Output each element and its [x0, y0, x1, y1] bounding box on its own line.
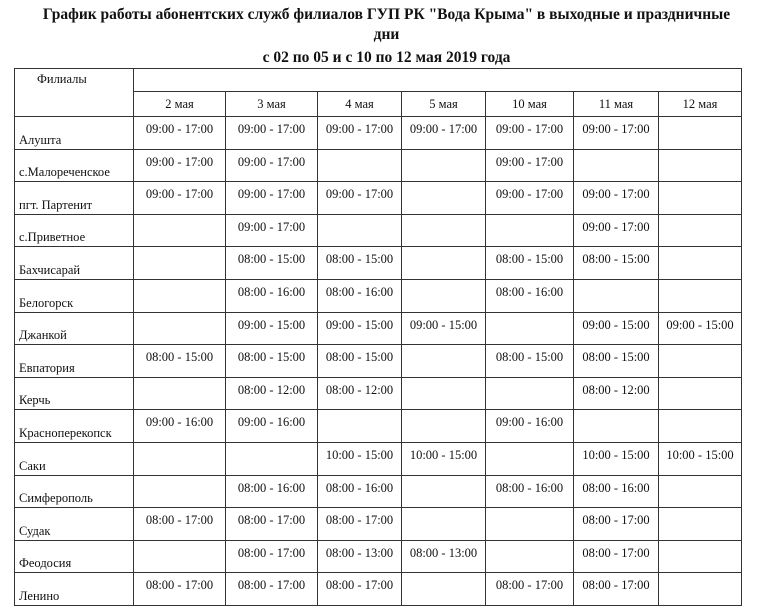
hours-cell: [659, 117, 742, 150]
hours-cell: 08:00 - 16:00: [226, 475, 318, 508]
hours-cell: [402, 573, 486, 606]
hours-cell: 09:00 - 15:00: [659, 312, 742, 345]
table-row: [15, 573, 742, 606]
hours-cell: 09:00 - 17:00: [318, 182, 402, 215]
branch-name: с.Малореченское: [15, 149, 134, 182]
table-row: [15, 410, 742, 443]
branch-name: Красноперекопск: [15, 410, 134, 443]
table-row: [15, 279, 742, 312]
hours-cell: [486, 312, 574, 345]
branch-name: Керчь: [15, 377, 134, 410]
hours-cell: [574, 149, 659, 182]
table-row: [15, 377, 742, 410]
hours-cell: [486, 442, 574, 475]
day-header: 11 мая: [574, 92, 659, 117]
schedule-table: [14, 68, 742, 606]
hours-cell: 08:00 - 12:00: [318, 377, 402, 410]
hours-cell: 08:00 - 17:00: [486, 573, 574, 606]
hours-cell: [134, 214, 226, 247]
hours-cell: 08:00 - 15:00: [318, 345, 402, 378]
hours-cell: [402, 377, 486, 410]
hours-cell: [402, 410, 486, 443]
day-header: 12 мая: [659, 92, 742, 117]
hours-cell: [659, 475, 742, 508]
branch-name: Феодосия: [15, 540, 134, 573]
table-row: [15, 117, 742, 150]
table-row: [15, 247, 742, 280]
day-header: 2 мая: [134, 92, 226, 117]
hours-cell: 08:00 - 12:00: [226, 377, 318, 410]
branches-column-header: Филиалы: [15, 69, 134, 117]
hours-cell: [226, 442, 318, 475]
hours-cell: 09:00 - 17:00: [226, 182, 318, 215]
hours-cell: 09:00 - 17:00: [226, 117, 318, 150]
hours-cell: [402, 149, 486, 182]
hours-cell: [134, 279, 226, 312]
branch-name: Белогорск: [15, 279, 134, 312]
hours-cell: 10:00 - 15:00: [402, 442, 486, 475]
hours-cell: [659, 377, 742, 410]
hours-cell: [134, 442, 226, 475]
document-subtitle-dates: с 02 по 05 и с 10 по 12 мая 2019 года: [262, 49, 511, 66]
hours-cell: [659, 214, 742, 247]
hours-cell: 08:00 - 17:00: [226, 573, 318, 606]
hours-cell: 08:00 - 17:00: [134, 573, 226, 606]
table-row: [15, 442, 742, 475]
hours-cell: 09:00 - 15:00: [318, 312, 402, 345]
table-row: [15, 475, 742, 508]
hours-cell: [659, 182, 742, 215]
hours-cell: 08:00 - 15:00: [226, 345, 318, 378]
branch-name: Судак: [15, 508, 134, 541]
document-title-line-2: дни: [373, 26, 400, 43]
branch-name: Джанкой: [15, 312, 134, 345]
hours-cell: [574, 279, 659, 312]
table-row: [15, 182, 742, 215]
table-row: [15, 214, 742, 247]
hours-cell: 10:00 - 15:00: [659, 442, 742, 475]
hours-cell: 08:00 - 16:00: [486, 279, 574, 312]
hours-cell: [659, 573, 742, 606]
hours-cell: [574, 410, 659, 443]
hours-cell: 08:00 - 17:00: [318, 508, 402, 541]
hours-cell: 09:00 - 17:00: [486, 117, 574, 150]
hours-cell: [402, 345, 486, 378]
hours-cell: [318, 214, 402, 247]
branch-name: Евпатория: [15, 345, 134, 378]
hours-cell: 09:00 - 15:00: [226, 312, 318, 345]
hours-cell: [402, 182, 486, 215]
hours-cell: [486, 540, 574, 573]
hours-cell: 08:00 - 15:00: [134, 345, 226, 378]
hours-cell: 09:00 - 15:00: [402, 312, 486, 345]
hours-cell: [134, 312, 226, 345]
table-row: [15, 540, 742, 573]
table-row: [15, 508, 742, 541]
branch-name: пгт. Партенит: [15, 182, 134, 215]
hours-cell: [486, 377, 574, 410]
hours-cell: 09:00 - 17:00: [226, 214, 318, 247]
hours-cell: 09:00 - 16:00: [486, 410, 574, 443]
hours-cell: 08:00 - 17:00: [226, 508, 318, 541]
hours-cell: 09:00 - 17:00: [486, 149, 574, 182]
hours-cell: 08:00 - 15:00: [226, 247, 318, 280]
hours-cell: 08:00 - 13:00: [402, 540, 486, 573]
hours-cell: 08:00 - 17:00: [574, 508, 659, 541]
hours-cell: [402, 247, 486, 280]
hours-cell: 09:00 - 17:00: [318, 117, 402, 150]
hours-cell: 09:00 - 15:00: [574, 312, 659, 345]
hours-cell: [659, 149, 742, 182]
hours-cell: 09:00 - 17:00: [574, 117, 659, 150]
hours-cell: 08:00 - 16:00: [574, 475, 659, 508]
day-header: 10 мая: [486, 92, 574, 117]
header-blank-band: [134, 69, 742, 92]
hours-cell: [134, 475, 226, 508]
hours-cell: 08:00 - 16:00: [226, 279, 318, 312]
hours-cell: [659, 247, 742, 280]
hours-cell: [486, 214, 574, 247]
hours-cell: [402, 279, 486, 312]
hours-cell: [318, 410, 402, 443]
hours-cell: 09:00 - 17:00: [574, 214, 659, 247]
hours-cell: 08:00 - 15:00: [574, 247, 659, 280]
table-row: [15, 312, 742, 345]
hours-cell: 09:00 - 17:00: [134, 182, 226, 215]
hours-cell: 10:00 - 15:00: [318, 442, 402, 475]
hours-cell: 09:00 - 17:00: [402, 117, 486, 150]
hours-cell: [134, 247, 226, 280]
hours-cell: [659, 345, 742, 378]
hours-cell: 09:00 - 17:00: [134, 149, 226, 182]
hours-cell: 08:00 - 17:00: [134, 508, 226, 541]
hours-cell: [659, 508, 742, 541]
table-row: [15, 149, 742, 182]
hours-cell: [318, 149, 402, 182]
hours-cell: 08:00 - 17:00: [318, 573, 402, 606]
hours-cell: [402, 508, 486, 541]
hours-cell: 08:00 - 15:00: [486, 345, 574, 378]
hours-cell: 09:00 - 16:00: [134, 410, 226, 443]
branch-name: Ленино: [15, 573, 134, 606]
hours-cell: [486, 508, 574, 541]
hours-cell: 08:00 - 15:00: [318, 247, 402, 280]
hours-cell: [659, 279, 742, 312]
branch-name: Симферополь: [15, 475, 134, 508]
schedule-body: [15, 117, 742, 606]
hours-cell: 08:00 - 13:00: [318, 540, 402, 573]
hours-cell: [402, 214, 486, 247]
day-header: 4 мая: [318, 92, 402, 117]
hours-cell: 08:00 - 17:00: [574, 573, 659, 606]
hours-cell: 09:00 - 17:00: [226, 149, 318, 182]
branch-name: Алушта: [15, 117, 134, 150]
hours-cell: 08:00 - 17:00: [226, 540, 318, 573]
hours-cell: 08:00 - 16:00: [318, 475, 402, 508]
day-header: 3 мая: [226, 92, 318, 117]
hours-cell: [134, 377, 226, 410]
hours-cell: 10:00 - 15:00: [574, 442, 659, 475]
hours-cell: 09:00 - 17:00: [486, 182, 574, 215]
hours-cell: 08:00 - 15:00: [486, 247, 574, 280]
hours-cell: 09:00 - 17:00: [574, 182, 659, 215]
branch-name: Бахчисарай: [15, 247, 134, 280]
hours-cell: [659, 410, 742, 443]
hours-cell: 08:00 - 15:00: [574, 345, 659, 378]
hours-cell: 09:00 - 17:00: [134, 117, 226, 150]
branch-name: с.Приветное: [15, 214, 134, 247]
hours-cell: 08:00 - 16:00: [486, 475, 574, 508]
hours-cell: 08:00 - 12:00: [574, 377, 659, 410]
hours-cell: 09:00 - 16:00: [226, 410, 318, 443]
hours-cell: [659, 540, 742, 573]
day-header: 5 мая: [402, 92, 486, 117]
branch-name: Саки: [15, 442, 134, 475]
hours-cell: 08:00 - 16:00: [318, 279, 402, 312]
table-row: [15, 345, 742, 378]
hours-cell: [402, 475, 486, 508]
document-title-line-1: График работы абонентских служб филиалов ГУП РК "Вода Крыма" в выходные и праздничные: [42, 6, 731, 23]
hours-cell: [134, 540, 226, 573]
hours-cell: 08:00 - 17:00: [574, 540, 659, 573]
